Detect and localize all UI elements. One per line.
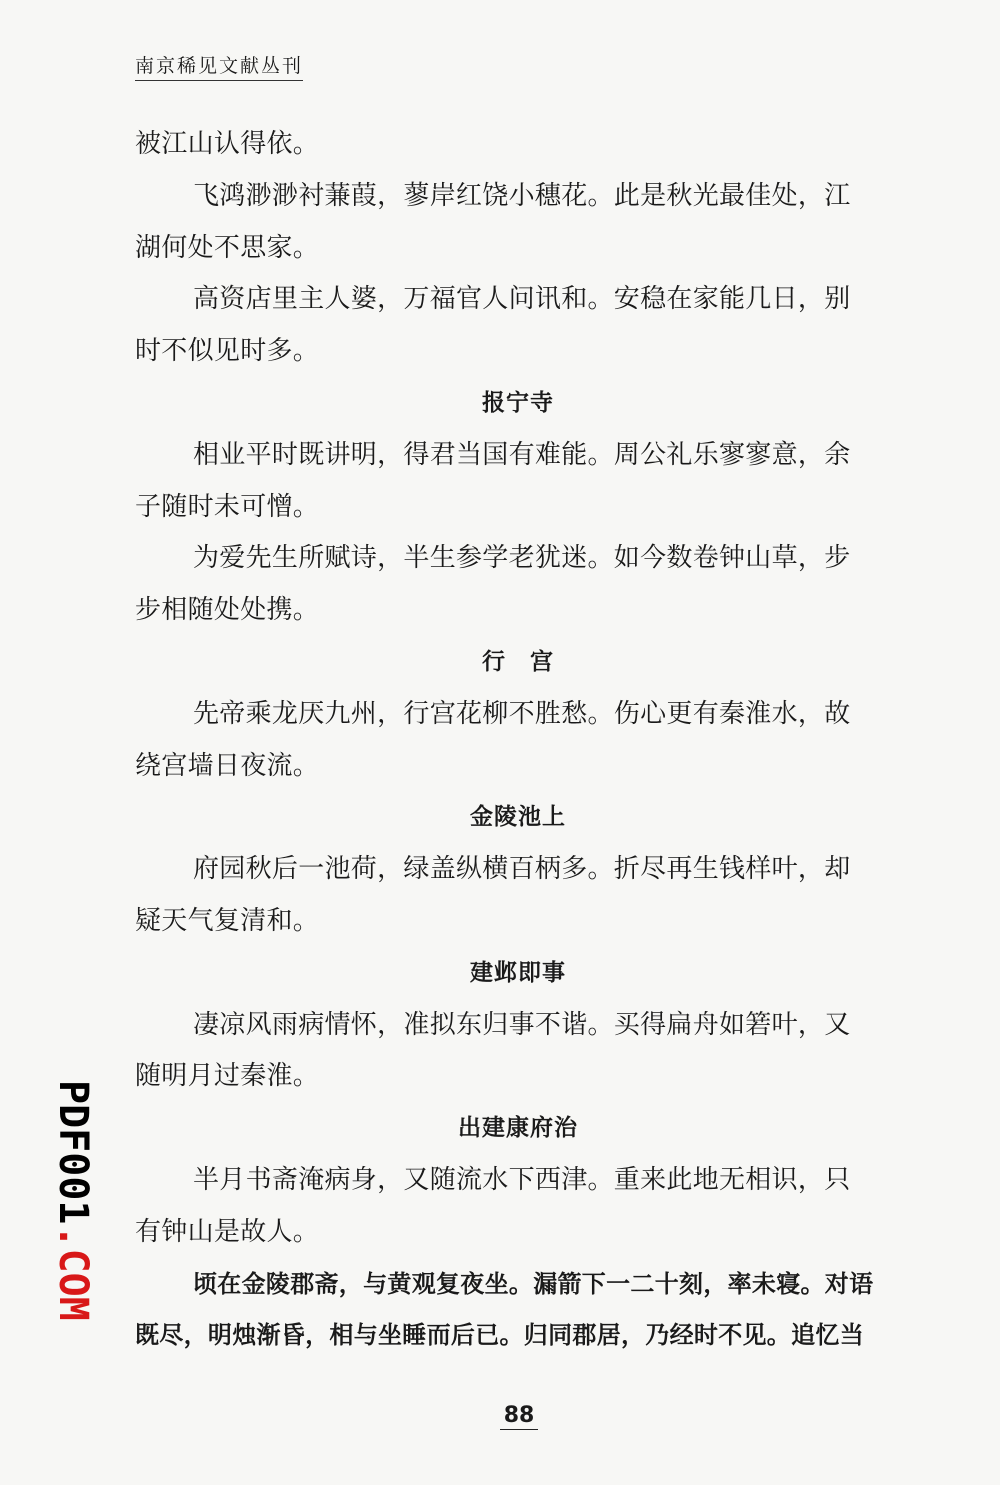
poem-line: 被江山认得依。 <box>135 129 320 159</box>
poem-line: 高资店里主人婆，万福官人问讯和。安稳在家能几日，别 <box>193 284 851 315</box>
poem-line: 半月书斋淹病身，又随流水下西津。重来此地无相识，只 <box>193 1164 851 1195</box>
poem-line: 随明月过秦淮。 <box>135 1061 320 1092</box>
prose-line: 既尽，明烛渐昏，相与坐睡而后已。归同郡居，乃经时不见。追忆当 <box>135 1321 864 1350</box>
section-heading: 报宁寺 <box>482 389 554 416</box>
section-heading: 建邺即事 <box>470 959 566 986</box>
poem-line: 凄凉风雨病情怀，准拟东归事不谐。买得扁舟如箬叶，又 <box>193 1009 851 1040</box>
poem-line: 有钟山是故人。 <box>135 1216 320 1247</box>
watermark <box>48 1080 98 1330</box>
poem-line: 飞鸿渺渺衬蒹葭，蓼岸红饶小穗花。此是秋光最佳处，江 <box>193 180 851 211</box>
poem-line: 先帝乘龙厌九州，行宫花柳不胜愁。伤心更有秦淮水，故 <box>193 698 851 729</box>
page-number: 88 <box>500 1403 538 1430</box>
poem-line: 时不似见时多。 <box>135 336 320 367</box>
body-text <box>135 119 901 1362</box>
poem-line: 步相随处处携。 <box>135 595 320 626</box>
section-heading: 金陵池上 <box>470 804 566 831</box>
watermark-text-dark: PDF001 <box>50 1080 96 1225</box>
poem-line: 为爱先生所赋诗，半生参学老犹迷。如今数卷钟山草，步 <box>193 543 851 574</box>
poem-line: 相业平时既讲明，得君当国有难能。周公礼乐寥寥意，余 <box>193 439 851 470</box>
running-title: 南京稀见文献丛刊 <box>135 54 303 81</box>
section-heading: 行 宫 <box>482 648 554 675</box>
watermark-text-red: .COM <box>50 1224 96 1321</box>
prose-line: 顷在金陵郡斋，与黄观复夜坐。漏箭下一二十刻，率未寝。对语 <box>193 1269 874 1298</box>
poem-line: 湖何处不思家。 <box>135 232 320 263</box>
section-heading: 出建康府治 <box>458 1115 578 1142</box>
poem-line: 子随时未可憎。 <box>135 491 320 522</box>
poem-line: 府园秋后一池荷，绿盖纵横百柄多。折尽再生钱样叶，却 <box>193 854 851 885</box>
poem-line: 绕宫墙日夜流。 <box>135 750 320 781</box>
poem-line: 疑天气复清和。 <box>135 905 320 936</box>
